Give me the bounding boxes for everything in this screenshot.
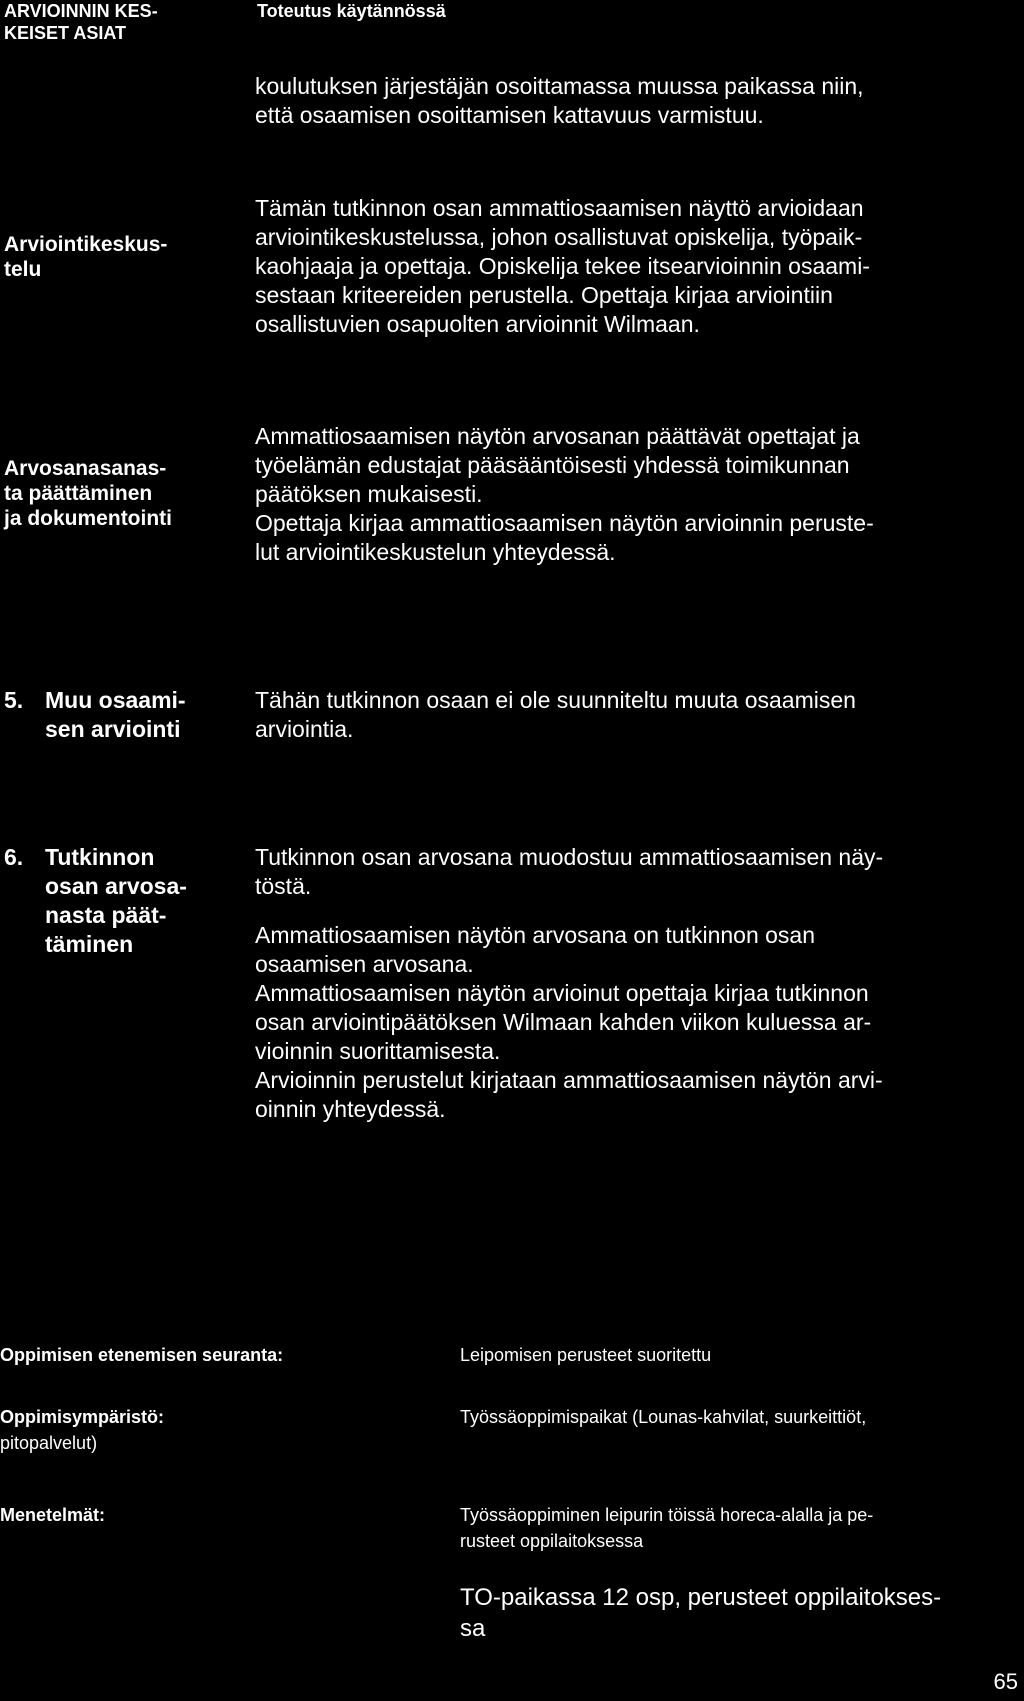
section-label-muu-osaaminen: Muu osaami- sen arviointi <box>45 687 186 742</box>
page-number: 65 <box>993 1669 1018 1694</box>
section-label-arvosana: Arvosanasanas- ta päättäminen ja dokumentointi <box>4 457 172 530</box>
section-paragraph: Ammattiosaamisen näytön arvosana on tutkinnon osan osaamisen arvosana. Ammattiosaamisen näytön arvioinut opettaja kirjaa tutkinnon osan arviointipäätöksen Wilmaan kahden viikon kuluessa ar- vioinnin suorittamisesta. Arvioinnin perustelut kirjataan ammattiosaamisen näytön arvi- oinnin yhteydessä. <box>255 922 883 1122</box>
section-text-tutkinnon-osan-arvosana <box>255 843 1020 1124</box>
footer-label-seuranta: Oppimisen etenemisen seuranta: <box>0 1345 284 1365</box>
section-text-arvosana <box>255 422 1020 567</box>
section-paragraph: Tämän tutkinnon osan ammattiosaamisen näyttö arvioidaan arviointikeskustelussa, johon osallistuvat opiskelija, työpaik- kaohjaaja ja opettaja. Opiskelija tekee itsearvioinnin osaami- sestaan kriteereiden perustella. Opettaja kirjaa arviointiin osallistuvien osapuolten arvioinnit Wilmaan. <box>255 195 870 337</box>
section-label-tutkinnon-osan-arvosana: Tutkinnon osan arvosa- nasta päät- täminen <box>45 844 187 957</box>
footer-label-menetelmat: Menetelmät: <box>0 1505 106 1525</box>
continuation-text <box>255 72 1020 130</box>
section-paragraph: Tähän tutkinnon osaan ei ole suunniteltu muuta osaamisen arviointia. <box>255 687 856 742</box>
section-paragraph: Ammattiosaamisen näytön arvosanan päättävät opettajat ja työelämän edustajat pääsääntöisesti yhdessä toimikunnan päätöksen mukaisesti. Opettaja kirjaa ammattiosaamisen näytön arvioinnin peruste- lut arviointikeskustelun yhteydessä. <box>255 423 874 565</box>
footer-value-ymparisto-cont: pitopalvelut) <box>0 1433 98 1453</box>
section-text-muu-osaaminen <box>255 686 1020 744</box>
footer-label-ymparisto: Oppimisympäristö: <box>0 1407 165 1427</box>
section-number-6: 6. <box>4 844 24 870</box>
section-text-arviointikeskustelu <box>255 194 1020 339</box>
footer-value-seuranta: Leipomisen perusteet suoritettu <box>460 1345 712 1365</box>
column-header-assessment: ARVIOINNIN KES- KEISET ASIAT <box>4 1 158 43</box>
continuation-paragraph: koulutuksen järjestäjän osoittamassa muussa paikassa niin, että osaamisen osoittamisen kattavuus varmistuu. <box>255 73 864 128</box>
footer-value-menetelmat: Työssäoppiminen leipurin töissä horeca-alalla ja pe- rusteet oppilaitoksessa <box>460 1505 874 1551</box>
footer-value-ymparisto: Työssäoppimispaikat (Lounas-kahvilat, suurkeittiöt, <box>460 1407 867 1427</box>
section-label-arviointikeskustelu: Arviointikeskus- telu <box>4 233 168 281</box>
section-number-5: 5. <box>4 687 24 713</box>
section-paragraph: Tutkinnon osan arvosana muodostuu ammattiosaamisen näy- töstä. <box>255 844 884 899</box>
column-header-implementation: Toteutus käytännössä <box>257 1 446 21</box>
footer-to-text: TO-paikassa 12 osp, perusteet oppilaitokses- sa <box>460 1584 942 1642</box>
